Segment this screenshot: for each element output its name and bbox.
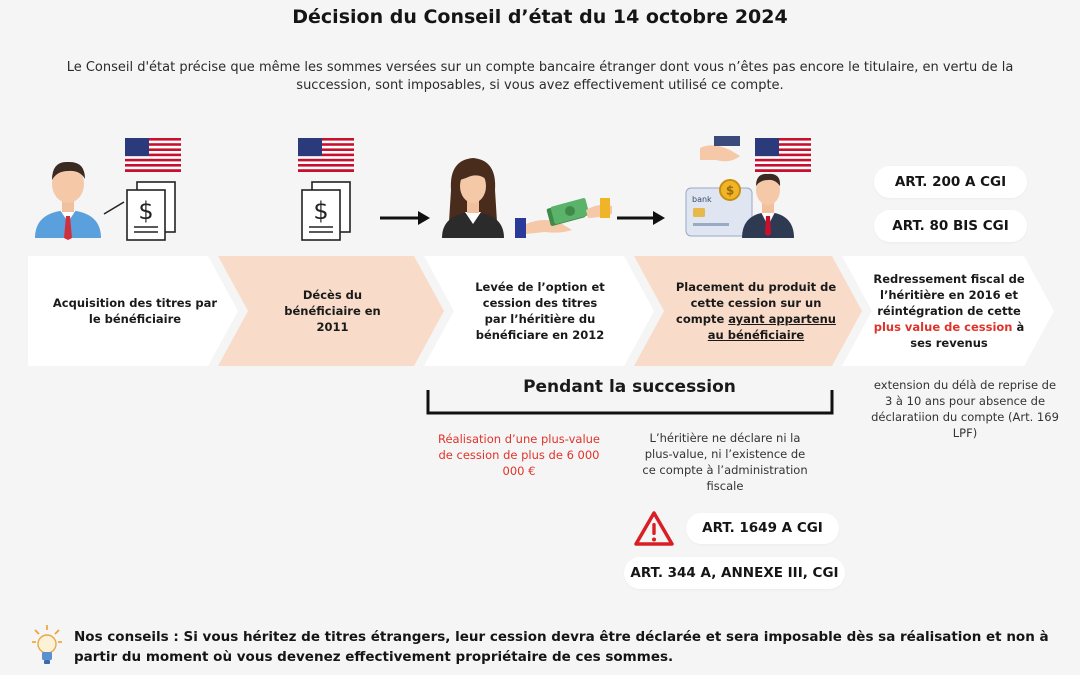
article-pill: ART. 344 A, ANNEXE III, CGI xyxy=(624,557,845,589)
article-pill: ART. 200 A CGI xyxy=(874,166,1027,198)
intro-text: Le Conseil d'état précise que même les sommes versées sur un compte bancaire étranger dont vous n’êtes pas encore le titulaire, en vertu de la succession, sont imposables, si vous avez effectivement utilisé ce compte. xyxy=(66,60,1014,93)
link-line xyxy=(104,202,124,214)
step-4-text-underlined: ayant appartenu au bénéficiaire xyxy=(707,312,836,342)
woman-avatar-icon xyxy=(442,158,504,238)
bank-card-icon xyxy=(686,188,752,236)
note-plus-value: Réalisation d’une plus-value de cession de plus de 6 000 000 € xyxy=(438,432,600,478)
stock-documents-icon xyxy=(302,182,350,240)
step-2 xyxy=(270,256,395,366)
step-5-text xyxy=(872,271,1026,351)
us-flag-icon xyxy=(755,138,811,172)
step-5-text-highlight: plus value de cession xyxy=(873,320,1013,334)
man-avatar-icon xyxy=(35,162,101,240)
warning-icon xyxy=(633,510,675,548)
money-handover-icon xyxy=(515,198,612,238)
step-5-text-end: à ses revenus xyxy=(910,320,1025,350)
arrow-right-icon xyxy=(380,211,430,225)
svg-text:$: $ xyxy=(725,183,735,198)
succession-label: Pendant la succession xyxy=(523,377,736,397)
stock-documents-icon xyxy=(127,182,175,240)
step-3 xyxy=(470,256,610,366)
lightbulb-icon xyxy=(31,624,63,668)
article-pill: ART. 1649 A CGI xyxy=(686,513,839,544)
succession-bracket xyxy=(424,388,836,418)
step-5 xyxy=(872,256,1026,366)
step-4 xyxy=(672,256,840,366)
step-4-text xyxy=(672,279,840,343)
advice-text: Nos conseils : Si vous héritez de titres étrangers, leur cession devra être déclarée et sera imposable dès sa réalisation et non à partir du moment où vous devenez effectivement propriétaire de ces sommes. xyxy=(74,629,1049,665)
arrow-right-icon xyxy=(617,211,665,225)
us-flag-icon xyxy=(298,138,354,172)
steps-band xyxy=(0,256,1080,366)
illustrations: $ bank $ xyxy=(0,130,1080,245)
us-flag-icon xyxy=(125,138,181,172)
step-3-text: Levée de l’option et cession des titres par l’héritière du bénéficiare en 2012 xyxy=(475,280,605,342)
step-2-text: Décès du bénéficiaire en 2011 xyxy=(284,288,381,334)
step-4-text-main: Placement du produit de cette cession sur un compte xyxy=(675,280,837,326)
note-heritiere: L’héritière ne déclare ni la plus-value, ni l’existence de ce compte à l’administration fiscale xyxy=(642,431,808,493)
bank-card-label: bank xyxy=(692,195,712,204)
step-5-text-main: Redressement fiscal de l’héritière en 2016 et réintégration de cette xyxy=(873,272,1025,318)
step-1 xyxy=(50,256,220,366)
article-pill: ART. 80 BIS CGI xyxy=(874,210,1027,242)
step-1-text: Acquisition des titres par le bénéficiaire xyxy=(52,296,218,326)
note-extension: extension du délà de reprise de 3 à 10 ans pour absence de déclaratiion du compte (Art. 169 LPF) xyxy=(871,378,1059,440)
page-title: Décision du Conseil d’état du 14 octobre 2024 xyxy=(292,6,788,28)
